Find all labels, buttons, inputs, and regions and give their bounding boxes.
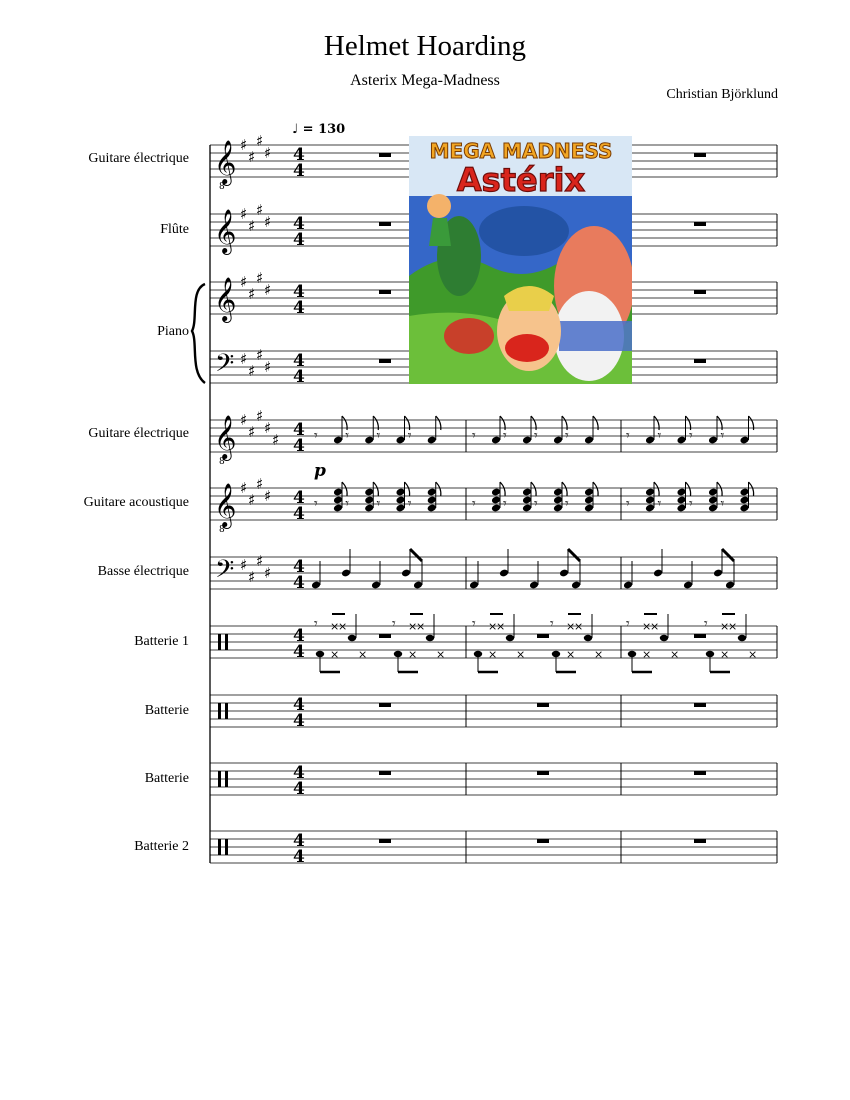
hihat-note: × bbox=[566, 620, 576, 633]
eighth-rest: 𝄾 bbox=[550, 616, 554, 632]
eighth-rest: 𝄾 bbox=[407, 428, 412, 444]
instrument-name: Piano bbox=[157, 324, 189, 339]
hihat-note: × bbox=[408, 620, 418, 633]
instrument-name: Guitare électrique bbox=[88, 151, 189, 166]
time-signature-bottom: 4 bbox=[293, 711, 305, 731]
sharp-icon: ♯ bbox=[240, 205, 248, 223]
sharp-icon: ♯ bbox=[248, 362, 256, 380]
octave-mark: 8 bbox=[219, 457, 225, 467]
whole-rest bbox=[537, 839, 549, 843]
hihat-note: × bbox=[670, 648, 680, 661]
hihat-note: × bbox=[594, 648, 604, 661]
time-signature-top: 4 bbox=[293, 420, 305, 440]
sharp-icon: ♯ bbox=[256, 475, 264, 493]
hihat-note: × bbox=[488, 648, 498, 661]
eighth-rest: 𝄾 bbox=[407, 496, 412, 512]
instrument-name: Flûte bbox=[160, 222, 189, 237]
time-signature-top: 4 bbox=[293, 831, 305, 851]
treble-clef-icon: 𝄞 bbox=[214, 415, 237, 459]
eighth-rest: 𝄾 bbox=[345, 496, 349, 512]
hihat-note: × bbox=[416, 620, 426, 633]
time-signature-bottom: 4 bbox=[293, 504, 305, 524]
percussion-clef-icon bbox=[225, 771, 228, 787]
hihat-note: × bbox=[566, 648, 576, 661]
sharp-icon: ♯ bbox=[248, 568, 256, 586]
whole-rest bbox=[694, 771, 706, 775]
whole-rest bbox=[694, 222, 706, 226]
composer-credit: Christian Björklund bbox=[666, 87, 778, 102]
snare-note bbox=[738, 635, 746, 641]
instrument-name: Batterie 2 bbox=[134, 839, 189, 854]
time-signature-top: 4 bbox=[293, 626, 305, 646]
hihat-note: × bbox=[720, 648, 730, 661]
snare-note bbox=[348, 635, 356, 641]
sharp-icon: ♯ bbox=[248, 285, 256, 303]
eighth-rest: 𝄾 bbox=[565, 428, 569, 444]
eighth-rest: 𝄾 bbox=[720, 428, 725, 444]
whole-rest bbox=[379, 222, 391, 226]
eighth-rest: 𝄾 bbox=[720, 496, 725, 512]
hihat-note: × bbox=[496, 620, 506, 633]
bass-clef-icon: 𝄢 bbox=[215, 555, 235, 590]
whole-rest bbox=[379, 153, 391, 157]
sharp-icon: ♯ bbox=[248, 423, 256, 441]
hihat-note: × bbox=[650, 620, 660, 633]
hihat-note: × bbox=[748, 648, 758, 661]
whole-rest bbox=[379, 703, 391, 707]
note-flag bbox=[500, 482, 505, 496]
note-flag bbox=[531, 482, 536, 496]
sharp-icon: ♯ bbox=[248, 148, 256, 166]
hihat-note: × bbox=[338, 620, 348, 633]
octave-mark: 8 bbox=[219, 525, 225, 535]
eighth-rest: 𝄾 bbox=[626, 616, 630, 632]
note-flag bbox=[717, 482, 722, 496]
treble-clef-icon: 𝄞 bbox=[214, 140, 237, 184]
sharp-icon: ♯ bbox=[256, 346, 264, 364]
sharp-icon: ♯ bbox=[256, 132, 264, 150]
snare-note bbox=[660, 635, 668, 641]
percussion-clef-icon bbox=[218, 634, 221, 650]
piano-brace bbox=[192, 284, 205, 383]
sharp-icon: ♯ bbox=[240, 273, 248, 291]
time-signature-bottom: 4 bbox=[293, 779, 305, 799]
treble-clef-icon: 𝄞 bbox=[214, 209, 237, 253]
percussion-clef-icon bbox=[218, 771, 221, 787]
sharp-icon: ♯ bbox=[264, 564, 272, 582]
eighth-rest: 𝄾 bbox=[704, 616, 708, 632]
whole-rest bbox=[537, 771, 549, 775]
hihat-note: × bbox=[358, 648, 368, 661]
time-signature-top: 4 bbox=[293, 763, 305, 783]
whole-rest bbox=[694, 290, 706, 294]
time-signature-top: 4 bbox=[293, 351, 305, 371]
whole-rest bbox=[694, 359, 706, 363]
eighth-rest: 𝄾 bbox=[392, 616, 396, 632]
note-flag bbox=[562, 482, 567, 496]
snare-note bbox=[584, 635, 592, 641]
time-signature-top: 4 bbox=[293, 282, 305, 302]
octave-mark: 8 bbox=[219, 182, 225, 192]
hihat-note: × bbox=[642, 648, 652, 661]
eighth-rest: 𝄾 bbox=[472, 496, 476, 512]
time-signature-top: 4 bbox=[293, 214, 305, 234]
hihat-note: × bbox=[330, 648, 340, 661]
quarter-note-icon: ♩ bbox=[292, 122, 299, 137]
time-signature-top: 4 bbox=[293, 557, 305, 577]
cover-title-line2: Astérix bbox=[456, 161, 586, 199]
time-signature-bottom: 4 bbox=[293, 847, 305, 867]
instrument-name: Guitare électrique bbox=[88, 426, 189, 441]
eighth-rest: 𝄾 bbox=[314, 616, 318, 632]
bass-clef-icon: 𝄢 bbox=[215, 349, 235, 384]
sharp-icon: ♯ bbox=[264, 487, 272, 505]
sharp-icon: ♯ bbox=[240, 411, 248, 429]
eighth-rest: 𝄾 bbox=[472, 428, 476, 444]
snare-note bbox=[426, 635, 434, 641]
percussion-clef-icon bbox=[225, 703, 228, 719]
time-signature-bottom: 4 bbox=[293, 642, 305, 662]
hihat-note: × bbox=[720, 620, 730, 633]
eighth-rest: 𝄾 bbox=[345, 428, 349, 444]
album-cover-image bbox=[409, 136, 632, 384]
note-flag bbox=[749, 482, 754, 496]
sharp-icon: ♯ bbox=[264, 358, 272, 376]
sharp-icon: ♯ bbox=[240, 136, 248, 154]
whole-rest bbox=[694, 839, 706, 843]
eighth-rest: 𝄾 bbox=[657, 428, 662, 444]
snare-note bbox=[506, 635, 514, 641]
percussion-clef-icon bbox=[225, 839, 228, 855]
hihat-note: × bbox=[728, 620, 738, 633]
eighth-rest: 𝄾 bbox=[534, 428, 538, 444]
sharp-icon: ♯ bbox=[240, 479, 248, 497]
instrument-name: Batterie 1 bbox=[134, 634, 189, 649]
treble-clef-icon: 𝄞 bbox=[214, 277, 237, 321]
whole-rest bbox=[379, 634, 391, 638]
hihat-note: × bbox=[436, 648, 446, 661]
eighth-rest: 𝄾 bbox=[376, 428, 381, 444]
note-flag bbox=[342, 482, 347, 496]
cover-title-line1: MEGA MADNESS bbox=[429, 139, 613, 163]
time-signature-bottom: 4 bbox=[293, 298, 305, 318]
percussion-clef-icon bbox=[218, 839, 221, 855]
sharp-icon: ♯ bbox=[264, 419, 272, 437]
eighth-rest: 𝄾 bbox=[503, 428, 507, 444]
sharp-icon: ♯ bbox=[248, 491, 256, 509]
sharp-icon: ♯ bbox=[256, 407, 264, 425]
whole-rest bbox=[379, 290, 391, 294]
sharp-icon: ♯ bbox=[240, 556, 248, 574]
instrument-name: Basse électrique bbox=[97, 564, 189, 579]
instrument-name: Guitare acoustique bbox=[83, 495, 189, 510]
note-flag bbox=[436, 482, 441, 496]
score-subtitle: Asterix Mega-Madness bbox=[350, 72, 500, 89]
time-signature-top: 4 bbox=[293, 695, 305, 715]
sharp-icon: ♯ bbox=[264, 144, 272, 162]
sharp-icon: ♯ bbox=[248, 217, 256, 235]
tempo-value: = 130 bbox=[302, 122, 346, 137]
whole-rest bbox=[379, 359, 391, 363]
time-signature-top: 4 bbox=[293, 145, 305, 165]
percussion-clef-icon bbox=[225, 634, 228, 650]
eighth-rest: 𝄾 bbox=[626, 496, 630, 512]
time-signature-bottom: 4 bbox=[293, 573, 305, 593]
time-signature-bottom: 4 bbox=[293, 367, 305, 387]
time-signature-bottom: 4 bbox=[293, 161, 305, 181]
note-beam bbox=[568, 549, 580, 561]
note-flag bbox=[654, 482, 659, 496]
percussion-clef-icon bbox=[218, 703, 221, 719]
whole-rest bbox=[537, 634, 549, 638]
cover-art bbox=[409, 136, 632, 384]
hihat-note: × bbox=[330, 620, 340, 633]
whole-rest bbox=[694, 153, 706, 157]
sharp-icon: ♯ bbox=[256, 552, 264, 570]
time-signature-bottom: 4 bbox=[293, 230, 305, 250]
whole-rest bbox=[379, 771, 391, 775]
eighth-rest: 𝄾 bbox=[689, 428, 693, 444]
instrument-name: Batterie bbox=[144, 771, 189, 786]
note-beam bbox=[410, 549, 422, 561]
sharp-icon: ♯ bbox=[264, 281, 272, 299]
eighth-rest: 𝄾 bbox=[503, 496, 507, 512]
eighth-rest: 𝄾 bbox=[472, 616, 476, 632]
eighth-rest: 𝄾 bbox=[626, 428, 630, 444]
note-flag bbox=[686, 482, 691, 496]
score-title: Helmet Hoarding bbox=[323, 30, 527, 62]
eighth-rest: 𝄾 bbox=[657, 496, 662, 512]
whole-rest bbox=[694, 703, 706, 707]
sharp-icon: ♯ bbox=[272, 431, 280, 449]
eighth-rest: 𝄾 bbox=[565, 496, 569, 512]
dynamic-marking: p bbox=[314, 461, 326, 481]
eighth-rest: 𝄾 bbox=[534, 496, 538, 512]
hihat-note: × bbox=[488, 620, 498, 633]
treble-clef-icon: 𝄞 bbox=[214, 483, 237, 527]
eighth-rest: 𝄾 bbox=[314, 428, 318, 444]
hihat-note: × bbox=[642, 620, 652, 633]
note-beam bbox=[722, 549, 734, 561]
time-signature-top: 4 bbox=[293, 488, 305, 508]
whole-rest bbox=[537, 703, 549, 707]
instrument-name: Batterie bbox=[144, 703, 189, 718]
time-signature-bottom: 4 bbox=[293, 436, 305, 456]
sharp-icon: ♯ bbox=[240, 350, 248, 368]
note-flag bbox=[405, 482, 410, 496]
hihat-note: × bbox=[516, 648, 526, 661]
hihat-note: × bbox=[574, 620, 584, 633]
hihat-note: × bbox=[408, 648, 418, 661]
sharp-icon: ♯ bbox=[256, 201, 264, 219]
whole-rest bbox=[379, 839, 391, 843]
whole-rest bbox=[694, 634, 706, 638]
eighth-rest: 𝄾 bbox=[376, 496, 381, 512]
note-flag bbox=[373, 482, 378, 496]
sharp-icon: ♯ bbox=[256, 269, 264, 287]
note-flag bbox=[593, 482, 598, 496]
eighth-rest: 𝄾 bbox=[689, 496, 693, 512]
sharp-icon: ♯ bbox=[264, 213, 272, 231]
eighth-rest: 𝄾 bbox=[314, 496, 318, 512]
